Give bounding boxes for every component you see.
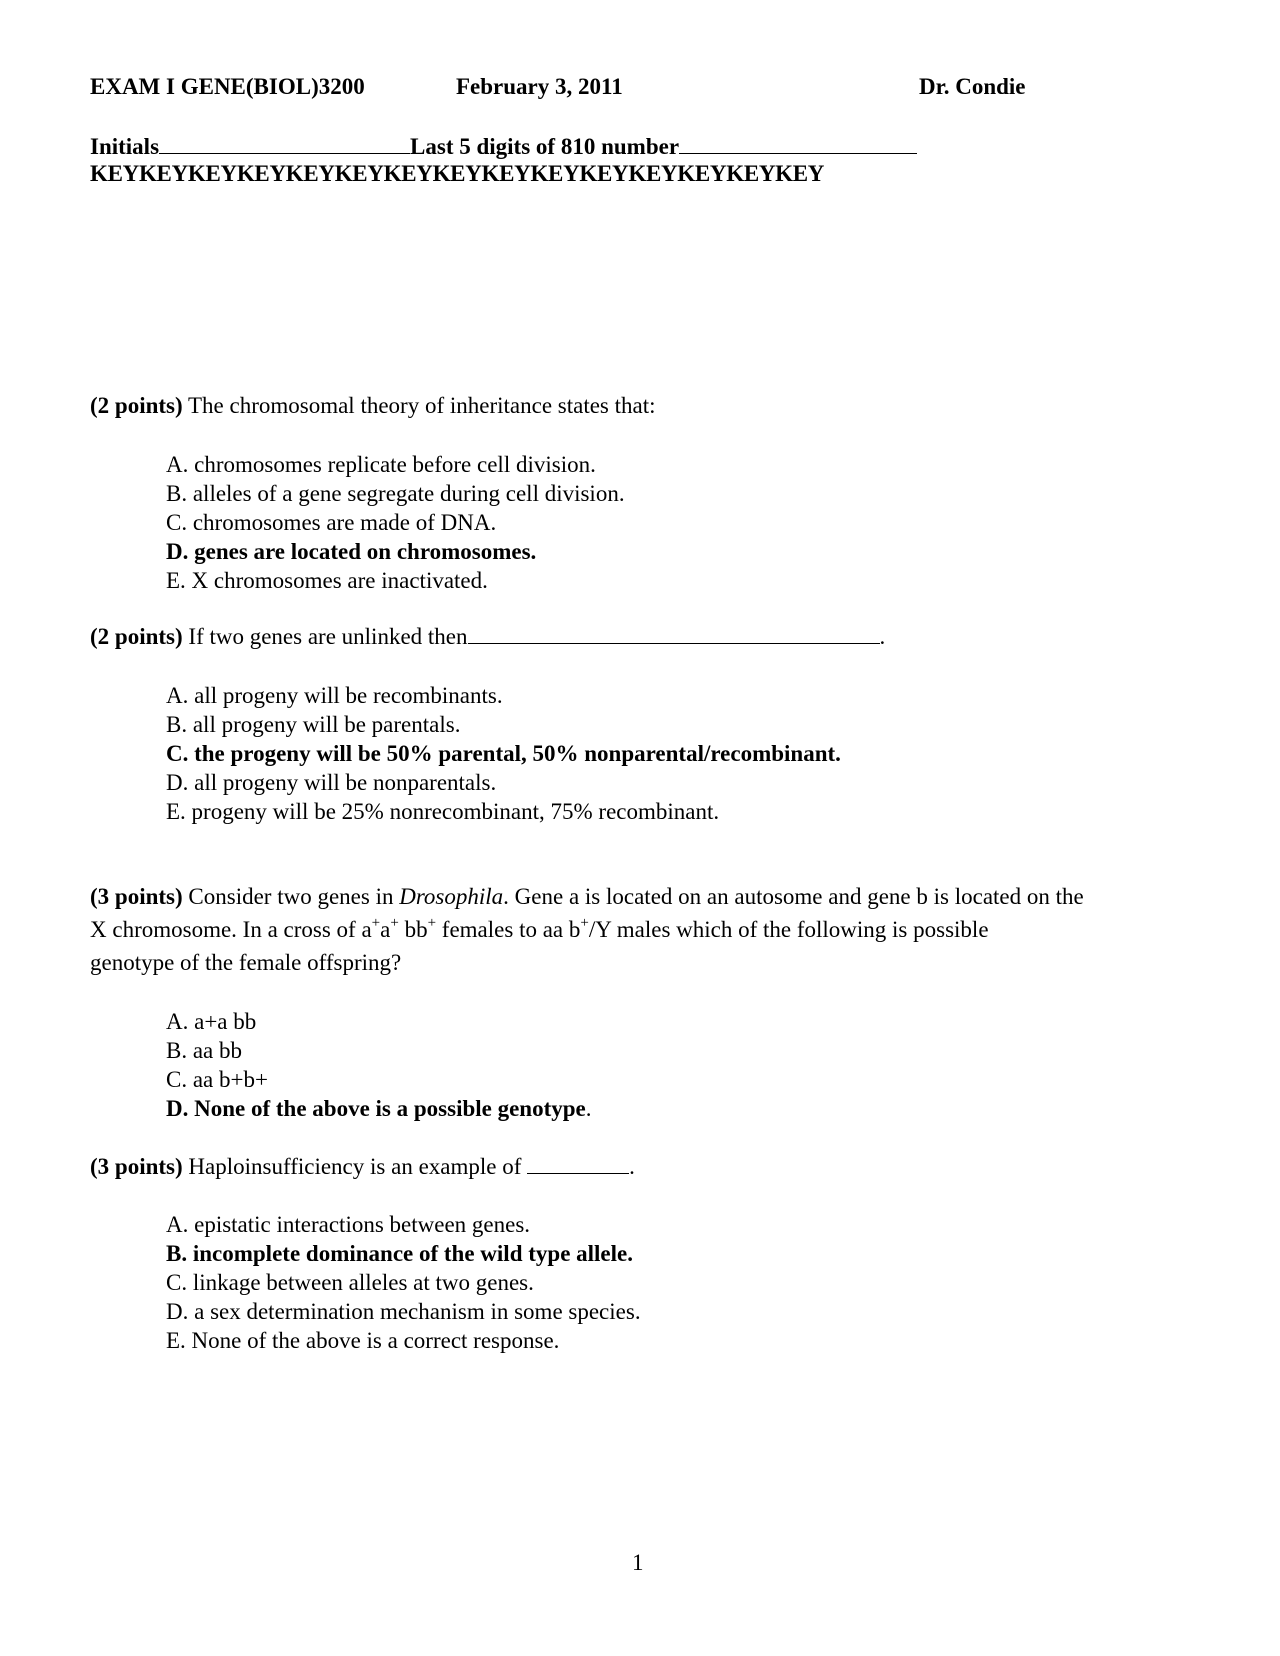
option-2e[interactable]: E. progeny will be 25% nonrecombinant, 75% recombinant. bbox=[166, 799, 720, 824]
instructor-name: Dr. Condie bbox=[919, 74, 1026, 99]
option-3c[interactable]: C. aa b+b+ bbox=[166, 1067, 268, 1092]
initials-row bbox=[90, 134, 917, 160]
question-4-stem: Haploinsufficiency is an example of bbox=[182, 1154, 528, 1179]
plus-superscript: + bbox=[390, 915, 399, 931]
exam-date: February 3, 2011 bbox=[456, 74, 623, 99]
exam-title: EXAM I GENE(BIOL)3200 bbox=[90, 74, 365, 99]
question-3-species: Drosophila bbox=[399, 884, 504, 909]
option-2a[interactable]: A. all progeny will be recombinants. bbox=[166, 683, 503, 708]
question-2-options bbox=[166, 681, 841, 826]
question-2-points: (2 points) bbox=[90, 624, 183, 649]
initials-label: Initials bbox=[90, 134, 160, 159]
question-3-cross-b: a bbox=[380, 917, 391, 942]
question-3-cross-c: bb bbox=[398, 917, 428, 942]
option-4c[interactable]: C. linkage between alleles at two genes. bbox=[166, 1270, 534, 1295]
question-4-blank[interactable] bbox=[527, 1155, 629, 1174]
digits-blank[interactable] bbox=[679, 135, 917, 154]
option-4b-answer[interactable]: B. incomplete dominance of the wild type allele. bbox=[166, 1241, 633, 1266]
question-3-points: (3 points) bbox=[90, 884, 183, 909]
question-1-points: (2 points) bbox=[90, 393, 183, 418]
question-3-stem-a: Consider two genes in bbox=[182, 884, 400, 909]
option-3d-period: . bbox=[585, 1096, 592, 1121]
option-3d-text: D. None of the above is a possible genotype bbox=[166, 1096, 586, 1121]
page-number: 1 bbox=[632, 1550, 644, 1575]
question-3-line-2 bbox=[90, 913, 1084, 946]
question-1 bbox=[90, 389, 656, 422]
option-2b[interactable]: B. all progeny will be parentals. bbox=[166, 712, 461, 737]
question-2-stem: If two genes are unlinked then bbox=[182, 624, 468, 649]
option-3d-answer[interactable] bbox=[166, 1094, 592, 1123]
question-3-options bbox=[166, 1007, 592, 1123]
option-2d[interactable]: D. all progeny will be nonparentals. bbox=[166, 770, 497, 795]
option-4e[interactable]: E. None of the above is a correct response. bbox=[166, 1328, 560, 1353]
question-4-points: (3 points) bbox=[90, 1154, 183, 1179]
question-4 bbox=[90, 1150, 635, 1183]
question-1-stem: The chromosomal theory of inheritance states that: bbox=[182, 393, 656, 418]
option-4a[interactable]: A. epistatic interactions between genes. bbox=[166, 1212, 531, 1237]
question-3 bbox=[90, 880, 1084, 979]
plus-superscript: + bbox=[427, 915, 437, 931]
question-3-line-3: genotype of the female offspring? bbox=[90, 950, 402, 975]
question-3-line-1 bbox=[90, 880, 1084, 913]
question-4-period: . bbox=[629, 1154, 635, 1179]
question-3-cross-d: females to aa b bbox=[436, 917, 581, 942]
option-1a[interactable]: A. chromosomes replicate before cell division. bbox=[166, 452, 596, 477]
option-4d[interactable]: D. a sex determination mechanism in some species. bbox=[166, 1299, 641, 1324]
option-1c[interactable]: C. chromosomes are made of DNA. bbox=[166, 510, 497, 535]
key-line: KEYKEYKEYKEYKEYKEYKEYKEYKEYKEYKEYKEYKEYKEYKEY bbox=[90, 161, 825, 186]
question-4-options bbox=[166, 1210, 641, 1355]
question-2-blank[interactable] bbox=[468, 625, 880, 644]
option-1d-answer[interactable]: D. genes are located on chromosomes. bbox=[166, 539, 537, 564]
plus-superscript: + bbox=[371, 915, 381, 931]
question-3-cross-e: /Y males which of the following is possible bbox=[588, 917, 989, 942]
option-3b[interactable]: B. aa bb bbox=[166, 1038, 243, 1063]
question-3-cross-a: X chromosome. In a cross of a bbox=[90, 917, 372, 942]
option-2c-answer[interactable]: C. the progeny will be 50% parental, 50% nonparental/recombinant. bbox=[166, 741, 841, 766]
question-2-period: . bbox=[879, 624, 886, 649]
option-1e[interactable]: E. X chromosomes are inactivated. bbox=[166, 568, 488, 593]
question-2 bbox=[90, 620, 885, 653]
question-1-options bbox=[166, 450, 625, 595]
plus-superscript: + bbox=[580, 915, 589, 931]
option-3a[interactable]: A. a+a bb bbox=[166, 1009, 257, 1034]
digits-label: Last 5 digits of 810 number bbox=[410, 134, 680, 159]
option-1b[interactable]: B. alleles of a gene segregate during cell division. bbox=[166, 481, 625, 506]
question-3-stem-b: . Gene a is located on an autosome and gene b is located on the bbox=[503, 884, 1084, 909]
initials-blank[interactable] bbox=[159, 135, 410, 154]
